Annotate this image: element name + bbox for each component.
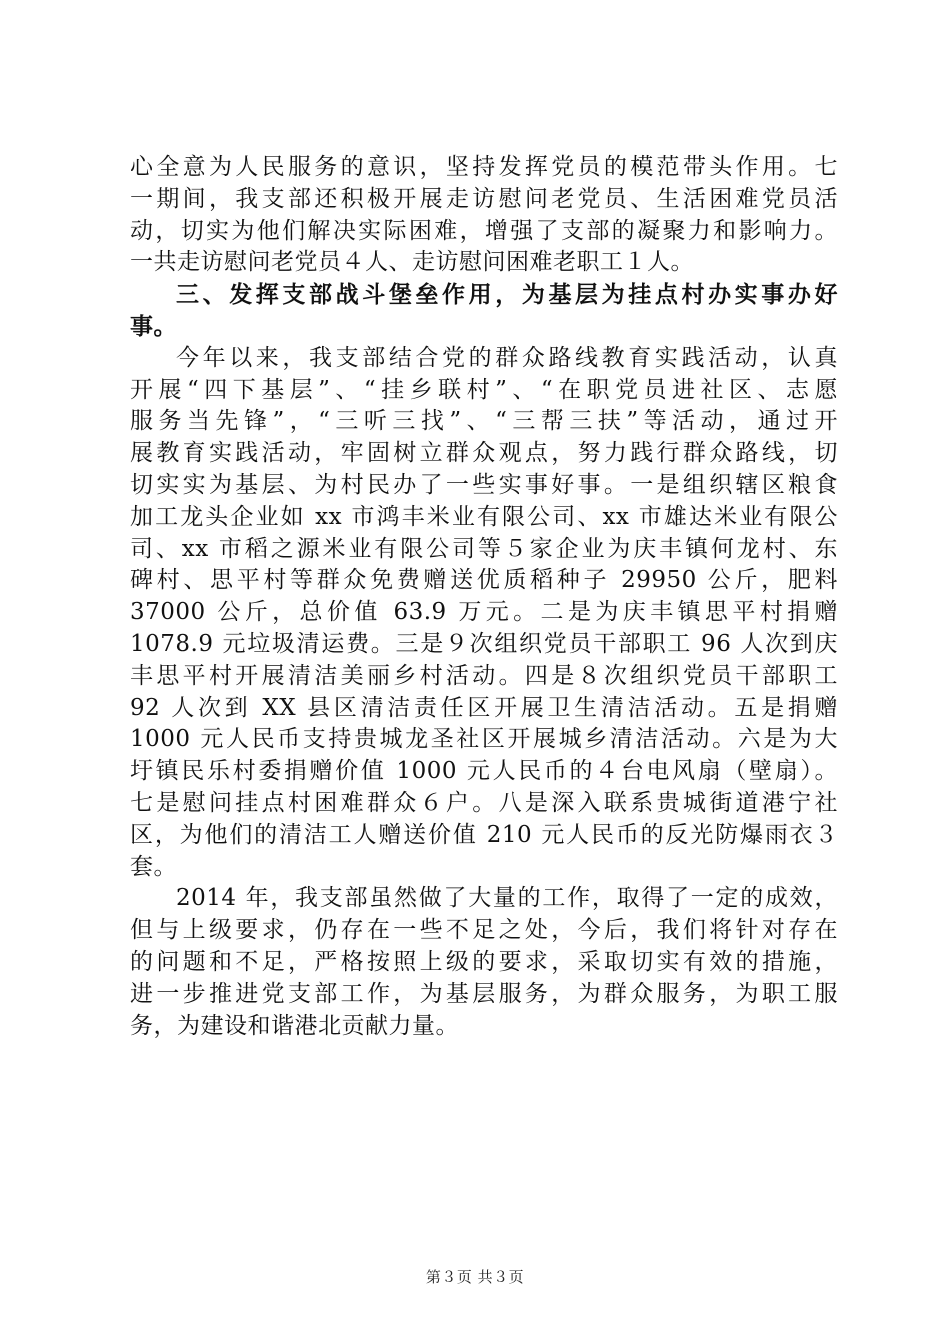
text-line: 圩镇民乐村委捐赠价值 1000 元人民币的４台电风扇（壁扇）。: [130, 758, 838, 785]
text-line: 37000 公斤，总价值 63.9 万元。二是为庆丰镇思平村捐赠: [130, 599, 838, 626]
text-line: 一共走访慰问老党员４人、走访慰问困难老职工１人。: [130, 249, 694, 276]
text-line: 服务当先锋”，“三听三找”、“三帮三扶”等活动，通过开: [130, 408, 838, 435]
text-line: 1078.9 元垃圾清运费。三是９次组织党员干部职工 96 人次到庆: [130, 630, 838, 657]
paragraph-summary: [130, 883, 838, 1042]
text-line: 务，为建设和谐港北贡献力量。: [130, 1012, 459, 1039]
text-line: 套。: [130, 853, 177, 880]
heading-line: 三、发挥支部战斗堡垒作用，为基层为挂点村办实事办好: [176, 281, 838, 309]
page-number-footer: 第３页 共３页: [425, 1268, 525, 1286]
text-line: 今年以来，我支部结合党的群众路线教育实践活动，认真: [176, 344, 838, 371]
text-line: 92 人次到 XX 县区清洁责任区开展卫生清洁活动。五是捐赠: [130, 694, 838, 721]
paragraph-volunteer-visits: [130, 152, 838, 279]
text-line: 一期间，我支部还积极开展走访慰问老党员、生活困难党员活: [130, 185, 838, 212]
document-body: [130, 152, 838, 1042]
text-line: 1000 元人民币支持贵城龙圣社区开展城乡清洁活动。六是为大: [130, 726, 838, 753]
paragraph-practical-activities: [130, 343, 838, 884]
text-line: 展教育实践活动，牢固树立群众观点，努力践行群众路线，切: [130, 440, 838, 467]
text-line: 的问题和不足，严格按照上级的要求，采取切实有效的措施，: [130, 948, 838, 975]
text-line: 进一步推进党支部工作，为基层服务，为群众服务，为职工服: [130, 980, 838, 1007]
text-line: 加工龙头企业如 xx 市鸿丰米业有限公司、xx 市雄达米业有限公: [130, 503, 838, 530]
text-line: 丰思平村开展清洁美丽乡村活动。四是８次组织党员干部职工: [130, 662, 838, 689]
text-line: 心全意为人民服务的意识，坚持发挥党员的模范带头作用。七: [130, 154, 838, 180]
text-line: 七是慰问挂点村困难群众６户。八是深入联系贵城街道港宁社: [130, 789, 838, 816]
heading-line: 事。: [130, 312, 177, 340]
text-line: 但与上级要求，仍存在一些不足之处，今后，我们将针对存在: [130, 917, 838, 944]
section-heading: [130, 279, 838, 343]
text-line: 区，为他们的清洁工人赠送价值 210 元人民币的反光防爆雨衣３: [130, 821, 838, 848]
text-line: 动，切实为他们解决实际困难，增强了支部的凝聚力和影响力。: [130, 217, 838, 244]
text-line: 开展“四下基层”、“挂乡联村”、“在职党员进社区、志愿: [130, 376, 838, 403]
text-line: 碑村、思平村等群众免费赠送优质稻种子 29950 公斤，肥料: [130, 567, 838, 594]
text-line: 2014 年，我支部虽然做了大量的工作，取得了一定的成效，: [176, 885, 838, 912]
text-line: 切实实为基层、为村民办了一些实事好事。一是组织辖区粮食: [130, 471, 838, 498]
text-line: 司、xx 市稻之源米业有限公司等５家企业为庆丰镇何龙村、东: [130, 535, 838, 562]
